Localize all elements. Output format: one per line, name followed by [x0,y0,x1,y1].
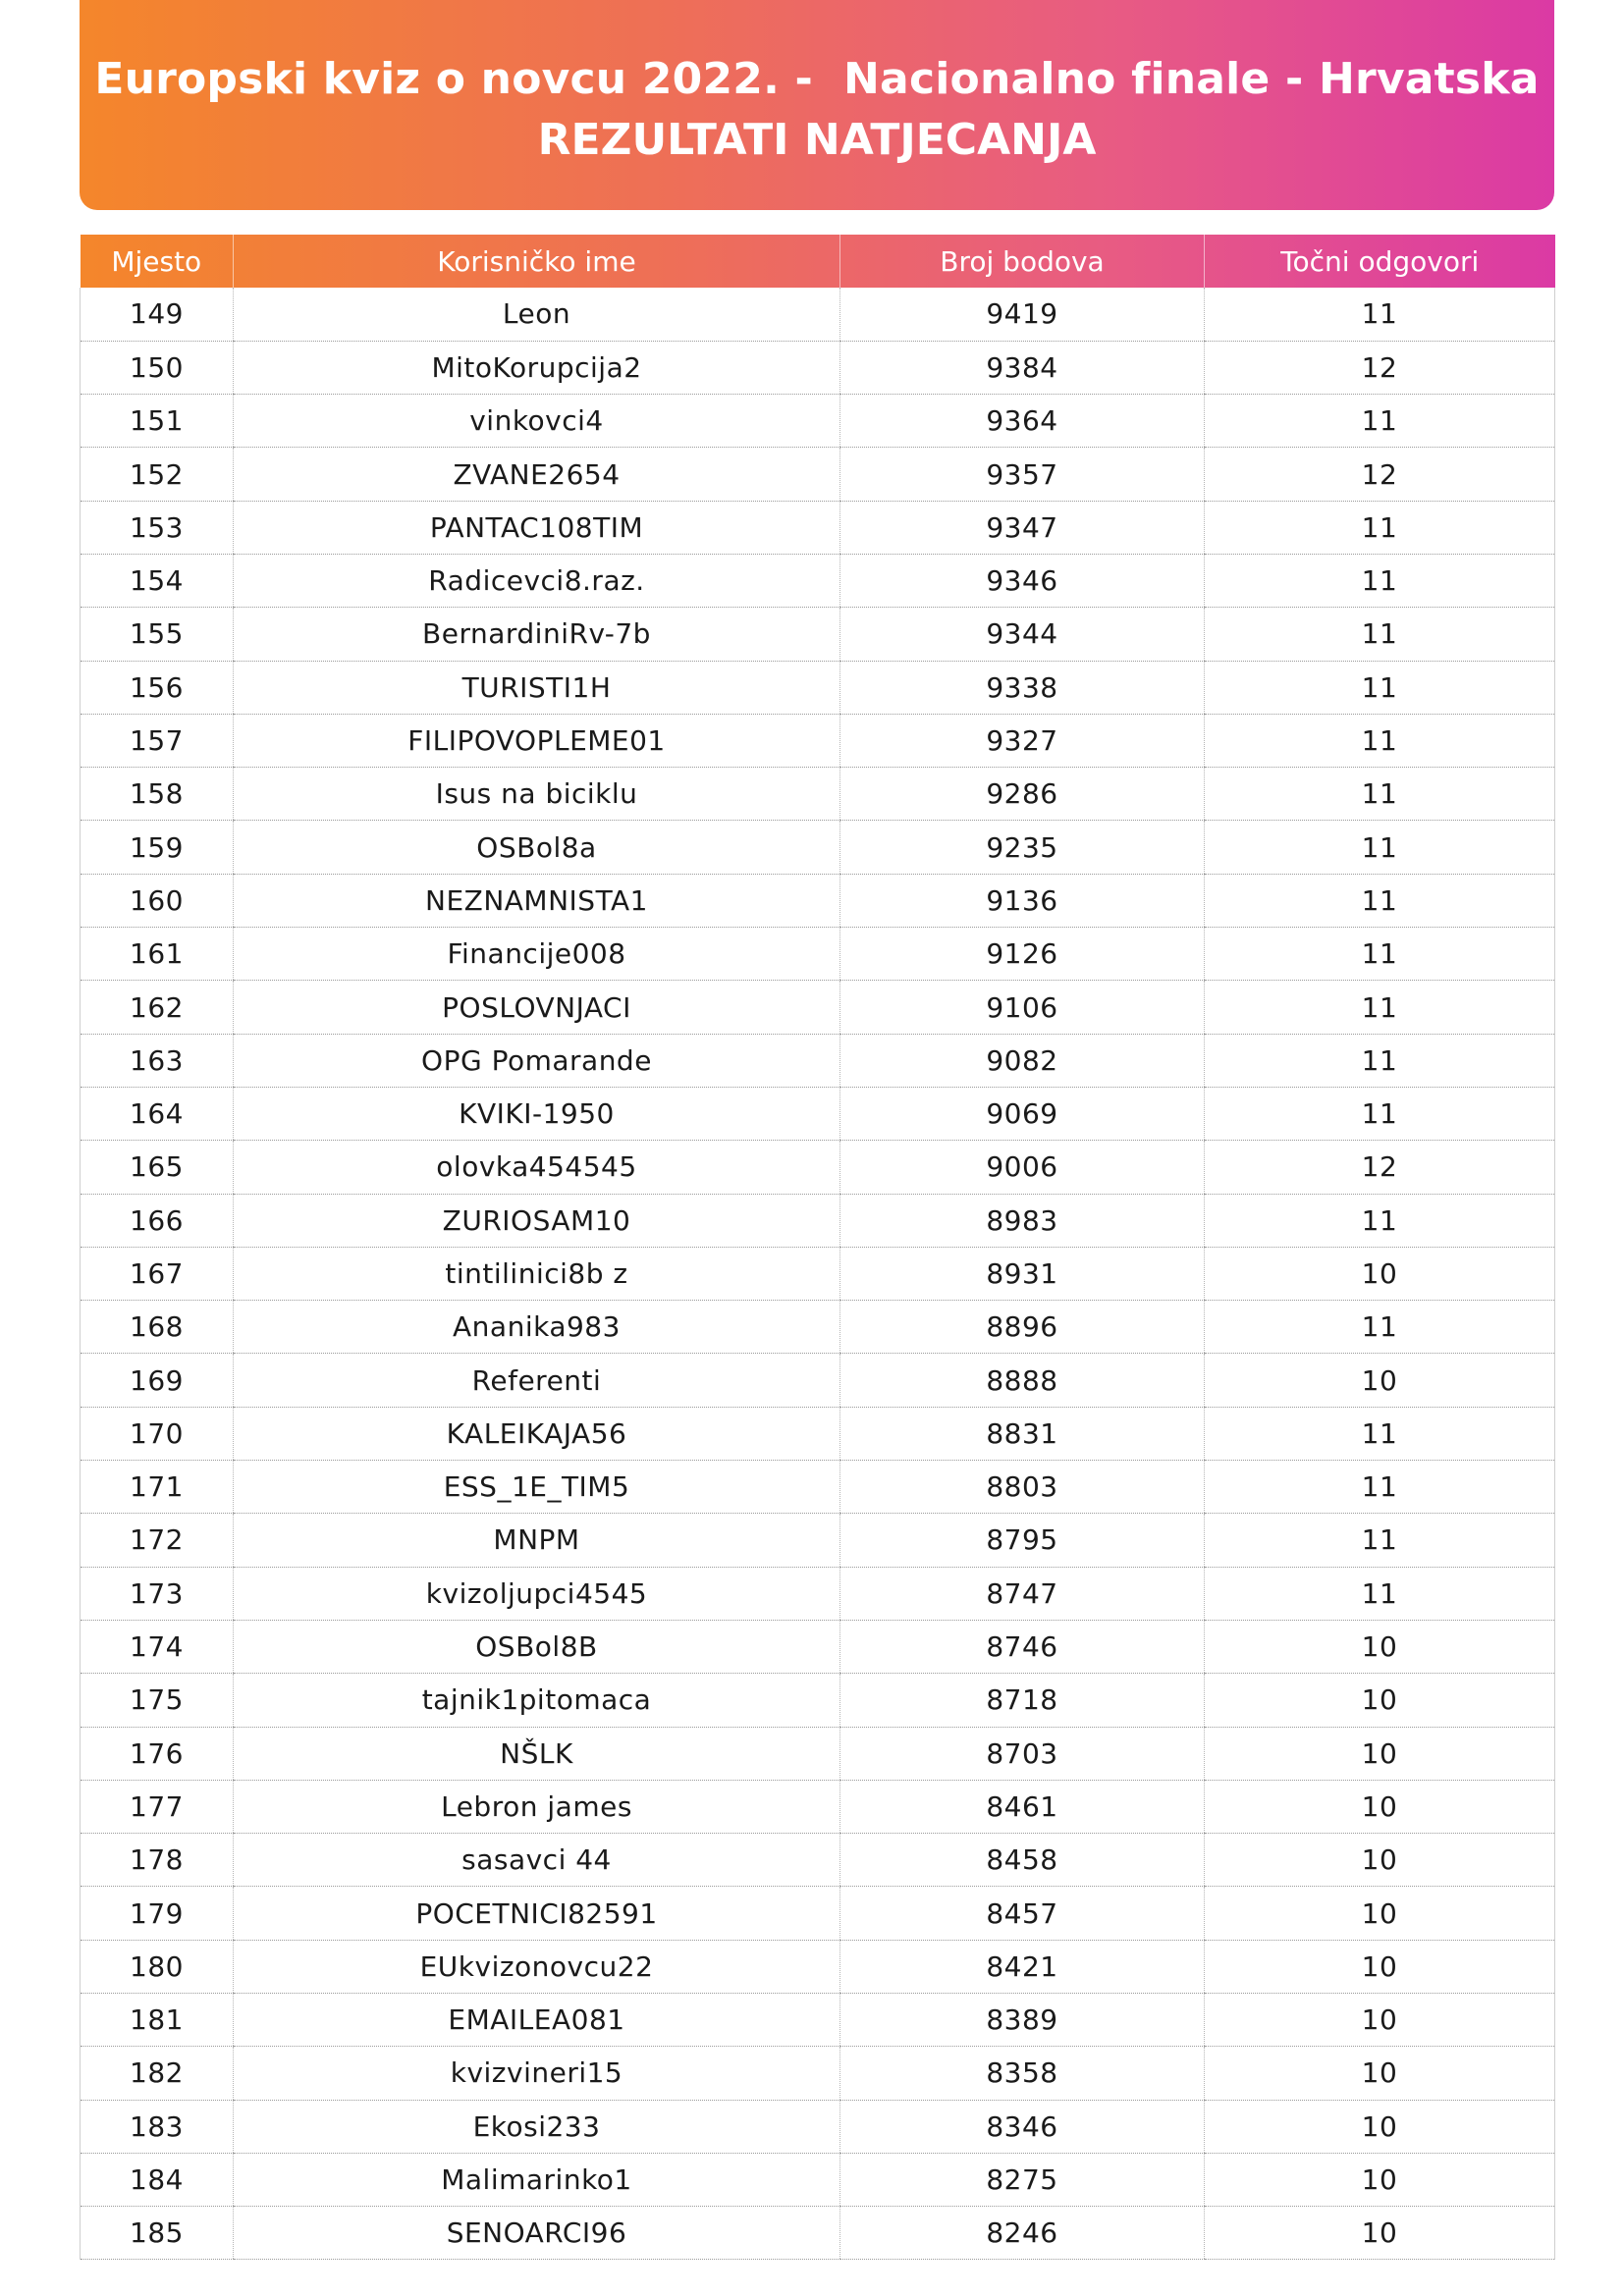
cell-username: Financije008 [234,928,840,981]
cell-rank: 175 [81,1674,234,1727]
cell-rank: 156 [81,661,234,714]
cell-correct-answers: 11 [1205,874,1555,927]
column-header-mjesto: Mjesto [111,244,202,278]
cell-username: OSBol8a [234,821,840,874]
cell-rank: 161 [81,928,234,981]
cell-username: Lebron james [234,1780,840,1833]
cell-username: tajnik1pitomaca [234,1674,840,1727]
cell-correct-answers: 11 [1205,661,1555,714]
cell-username: SENOARCI96 [234,2207,840,2260]
cell-points: 9286 [840,768,1205,821]
cell-username: vinkovci4 [234,395,840,448]
cell-correct-answers: 12 [1205,1141,1555,1194]
table-header-row [81,235,1555,288]
cell-points: 8275 [840,2153,1205,2206]
cell-username: ZVANE2654 [234,448,840,501]
table-row [81,1940,1555,1993]
cell-rank: 174 [81,1620,234,1673]
cell-correct-answers: 11 [1205,928,1555,981]
column-header-korisnicko-ime: Korisničko ime [234,235,840,288]
table-row [81,1087,1555,1140]
cell-correct-answers: 11 [1205,768,1555,821]
table-row [81,928,1555,981]
cell-username: NEZNAMNISTA1 [234,874,840,927]
cell-correct-answers: 11 [1205,981,1555,1034]
cell-username: kvizoljupci4545 [234,1567,840,1620]
cell-correct-answers: 10 [1205,1940,1555,1993]
column-header-tocni-odgovori: Točni odgovori [1205,235,1555,288]
cell-correct-answers: 10 [1205,1620,1555,1673]
cell-points: 8831 [840,1407,1205,1460]
table-row [81,1247,1555,1300]
cell-username: sasavci 44 [234,1834,840,1887]
table-row [81,714,1555,767]
cell-username: ESS_1E_TIM5 [234,1461,840,1514]
table-row [81,874,1555,927]
cell-username: POSLOVNJACI [234,981,840,1034]
cell-rank: 164 [81,1087,234,1140]
cell-username: ZURIOSAM10 [234,1194,840,1247]
cell-correct-answers: 11 [1205,1567,1555,1620]
cell-points: 8747 [840,1567,1205,1620]
cell-username: KVIKI-1950 [234,1087,840,1140]
cell-rank: 163 [81,1034,234,1087]
cell-username: MNPM [234,1514,840,1567]
table-row [81,661,1555,714]
cell-correct-answers: 10 [1205,2207,1555,2260]
cell-username: Leon [234,288,840,341]
cell-points: 9327 [840,714,1205,767]
cell-points: 8389 [840,1994,1205,2047]
table-row [81,341,1555,394]
cell-correct-answers: 10 [1205,1247,1555,1300]
cell-rank: 183 [81,2100,234,2153]
cell-points: 9347 [840,501,1205,554]
cell-rank: 172 [81,1514,234,1567]
cell-points: 8421 [840,1940,1205,1993]
cell-username: FILIPOVOPLEME01 [234,714,840,767]
table-row [81,1834,1555,1887]
cell-rank: 178 [81,1834,234,1887]
cell-correct-answers: 12 [1205,448,1555,501]
cell-username: Ekosi233 [234,2100,840,2153]
cell-rank: 151 [81,395,234,448]
cell-correct-answers: 11 [1205,288,1555,341]
cell-rank: 173 [81,1567,234,1620]
cell-correct-answers: 11 [1205,554,1555,607]
cell-rank: 154 [81,554,234,607]
table-row [81,1461,1555,1514]
cell-username: EMAILEA081 [234,1994,840,2047]
cell-rank: 153 [81,501,234,554]
table-row [81,1727,1555,1780]
cell-rank: 182 [81,2047,234,2100]
cell-correct-answers: 10 [1205,1727,1555,1780]
cell-points: 8888 [840,1354,1205,1407]
cell-rank: 169 [81,1354,234,1407]
page-title: Europski kviz o novcu 2022. - Nacionalno finale - Hrvatska [94,54,1540,104]
cell-username: KALEIKAJA56 [234,1407,840,1460]
table-row [81,2207,1555,2260]
cell-username: olovka454545 [234,1141,840,1194]
cell-points: 9344 [840,608,1205,661]
cell-rank: 184 [81,2153,234,2206]
cell-rank: 185 [81,2207,234,2260]
table-row [81,1994,1555,2047]
cell-rank: 171 [81,1461,234,1514]
cell-correct-answers: 11 [1205,1087,1555,1140]
cell-correct-answers: 11 [1205,501,1555,554]
cell-points: 9235 [840,821,1205,874]
table-row [81,821,1555,874]
column-header-broj-bodova: Broj bodova [840,235,1205,288]
cell-points: 9006 [840,1141,1205,1194]
cell-points: 9346 [840,554,1205,607]
cell-rank: 159 [81,821,234,874]
cell-rank: 167 [81,1247,234,1300]
cell-username: EUkvizonovcu22 [234,1940,840,1993]
table-row [81,1620,1555,1673]
cell-correct-answers: 11 [1205,821,1555,874]
table-row [81,554,1555,607]
table-row [81,1034,1555,1087]
table-row [81,1301,1555,1354]
cell-rank: 176 [81,1727,234,1780]
cell-username: BernardiniRv-7b [234,608,840,661]
cell-username: POCETNICI82591 [234,1887,840,1940]
cell-username: Malimarinko1 [234,2153,840,2206]
cell-username: PANTAC108TIM [234,501,840,554]
cell-rank: 152 [81,448,234,501]
page-subtitle: REZULTATI NATJECANJA [537,115,1097,165]
cell-rank: 150 [81,341,234,394]
cell-points: 8718 [840,1674,1205,1727]
cell-points: 8703 [840,1727,1205,1780]
cell-points: 8983 [840,1194,1205,1247]
cell-rank: 158 [81,768,234,821]
cell-correct-answers: 10 [1205,1780,1555,1833]
cell-points: 8896 [840,1301,1205,1354]
cell-correct-answers: 11 [1205,1034,1555,1087]
table-row [81,501,1555,554]
table-row [81,1354,1555,1407]
cell-correct-answers: 11 [1205,1407,1555,1460]
cell-username: MitoKorupcija2 [234,341,840,394]
table-row [81,1407,1555,1460]
cell-points: 9419 [840,288,1205,341]
cell-rank: 166 [81,1194,234,1247]
cell-rank: 181 [81,1994,234,2047]
table-row [81,288,1555,341]
cell-points: 8358 [840,2047,1205,2100]
cell-points: 9136 [840,874,1205,927]
cell-correct-answers: 11 [1205,1194,1555,1247]
cell-points: 8457 [840,1887,1205,1940]
table-row [81,2153,1555,2206]
cell-rank: 165 [81,1141,234,1194]
cell-correct-answers: 11 [1205,1301,1555,1354]
cell-correct-answers: 11 [1205,714,1555,767]
cell-points: 9338 [840,661,1205,714]
cell-points: 8246 [840,2207,1205,2260]
cell-correct-answers: 10 [1205,2100,1555,2153]
cell-points: 9082 [840,1034,1205,1087]
cell-rank: 180 [81,1940,234,1993]
cell-username: Radicevci8.raz. [234,554,840,607]
table-row [81,981,1555,1034]
cell-correct-answers: 12 [1205,341,1555,394]
cell-correct-answers: 11 [1205,395,1555,448]
cell-points: 8803 [840,1461,1205,1514]
cell-points: 9106 [840,981,1205,1034]
table-row [81,2100,1555,2153]
cell-username: TURISTI1H [234,661,840,714]
cell-points: 8458 [840,1834,1205,1887]
table-row [81,1194,1555,1247]
cell-rank: 179 [81,1887,234,1940]
results-table [80,235,1555,2260]
table-row [81,1780,1555,1833]
cell-rank: 160 [81,874,234,927]
table-row [81,448,1555,501]
cell-rank: 162 [81,981,234,1034]
cell-points: 9126 [840,928,1205,981]
cell-username: kvizvineri15 [234,2047,840,2100]
cell-username: Ananika983 [234,1301,840,1354]
cell-rank: 155 [81,608,234,661]
cell-username: OPG Pomarande [234,1034,840,1087]
cell-rank: 149 [81,288,234,341]
cell-rank: 177 [81,1780,234,1833]
table-row [81,768,1555,821]
cell-correct-answers: 10 [1205,1354,1555,1407]
table-row [81,1141,1555,1194]
cell-points: 8795 [840,1514,1205,1567]
cell-correct-answers: 10 [1205,1887,1555,1940]
cell-correct-answers: 11 [1205,608,1555,661]
cell-correct-answers: 10 [1205,2047,1555,2100]
table-row [81,1674,1555,1727]
table-row [81,1567,1555,1620]
cell-username: tintilinici8b z [234,1247,840,1300]
cell-points: 9069 [840,1087,1205,1140]
cell-points: 8346 [840,2100,1205,2153]
cell-username: Referenti [234,1354,840,1407]
header-banner [80,0,1554,210]
cell-username: OSBol8B [234,1620,840,1673]
cell-correct-answers: 10 [1205,1674,1555,1727]
cell-rank: 170 [81,1407,234,1460]
cell-points: 9364 [840,395,1205,448]
cell-rank: 157 [81,714,234,767]
table-row [81,1887,1555,1940]
cell-correct-answers: 10 [1205,1994,1555,2047]
cell-correct-answers: 10 [1205,1834,1555,1887]
cell-points: 9384 [840,341,1205,394]
table-row [81,2047,1555,2100]
cell-rank: 168 [81,1301,234,1354]
cell-username: NŠLK [234,1727,840,1780]
table-row [81,395,1555,448]
cell-username: Isus na biciklu [234,768,840,821]
table-row [81,1514,1555,1567]
cell-correct-answers: 10 [1205,2153,1555,2206]
cell-points: 8461 [840,1780,1205,1833]
cell-points: 9357 [840,448,1205,501]
cell-points: 8746 [840,1620,1205,1673]
table-row [81,608,1555,661]
cell-correct-answers: 11 [1205,1461,1555,1514]
cell-correct-answers: 11 [1205,1514,1555,1567]
cell-points: 8931 [840,1247,1205,1300]
